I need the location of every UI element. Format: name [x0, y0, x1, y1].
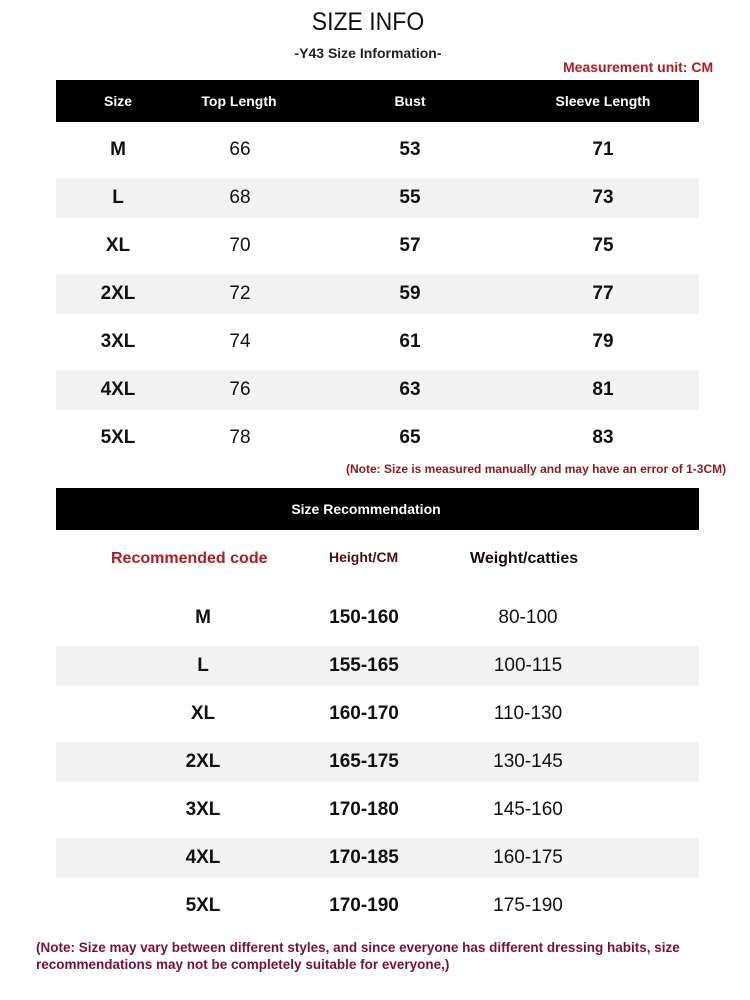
table-row	[56, 418, 699, 458]
table-row	[56, 790, 699, 830]
page-subtitle: -Y43 Size Information-	[294, 45, 442, 61]
table-row	[56, 694, 699, 734]
measurement-note: (Note: Size is measured manually and may have an error of 1-3CM)	[346, 462, 727, 476]
weight-cell: 160-175	[493, 847, 563, 868]
height-cell: 155-165	[329, 655, 399, 676]
height-cell: 170-180	[329, 799, 399, 820]
top-length-cell: 76	[229, 379, 251, 400]
bust-cell: 57	[399, 235, 421, 256]
weight-cell: 130-145	[493, 751, 563, 772]
code-cell: L	[197, 655, 209, 676]
table-row	[56, 322, 699, 362]
bust-cell: 53	[399, 139, 421, 160]
page-title: SIZE INFO	[311, 8, 425, 36]
bust-cell: 61	[399, 331, 421, 352]
height-cell: 150-160	[329, 607, 399, 628]
column-header-recommended-code: Recommended code	[111, 550, 268, 567]
height-cell: 170-190	[329, 895, 399, 916]
table-row	[56, 646, 699, 686]
sleeve-length-cell: 77	[592, 283, 614, 304]
column-header-weight: Weight/catties	[470, 550, 579, 567]
table-row	[56, 370, 699, 410]
code-cell: 5XL	[185, 895, 221, 916]
weight-cell: 145-160	[493, 799, 563, 820]
column-header-sleeve-length: Sleeve Length	[555, 93, 651, 109]
table-row	[56, 178, 699, 218]
height-cell: 160-170	[329, 703, 399, 724]
size-cell: 3XL	[100, 331, 136, 352]
top-length-cell: 70	[229, 235, 251, 256]
size-recommendation-banner	[56, 488, 699, 530]
bust-cell: 59	[399, 283, 421, 304]
table-row	[56, 274, 699, 314]
sleeve-length-cell: 81	[592, 379, 614, 400]
top-length-cell: 78	[229, 427, 251, 448]
column-header-top-length: Top Length	[201, 93, 277, 109]
sleeve-length-cell: 73	[592, 187, 614, 208]
code-cell: 4XL	[185, 847, 221, 868]
sleeve-length-cell: 71	[592, 139, 614, 160]
code-cell: M	[195, 607, 211, 628]
table-row	[56, 886, 699, 926]
bust-cell: 55	[399, 187, 421, 208]
bust-cell: 65	[399, 427, 421, 448]
top-length-cell: 68	[229, 187, 251, 208]
bust-cell: 63	[399, 379, 421, 400]
size-table-header	[56, 80, 699, 122]
size-cell: 2XL	[100, 283, 136, 304]
sleeve-length-cell: 75	[592, 235, 614, 256]
size-cell: L	[112, 187, 124, 208]
recommendation-note: (Note: Size may vary between different styles, and since everyone has different dressing habits, size recommendations may not be completely suitable for everyone,)	[36, 940, 680, 972]
weight-cell: 100-115	[493, 655, 563, 676]
column-header-height: Height/CM	[329, 549, 399, 565]
top-length-cell: 72	[229, 283, 251, 304]
size-cell: 4XL	[100, 379, 136, 400]
sleeve-length-cell: 83	[592, 427, 614, 448]
code-cell: XL	[190, 703, 216, 724]
sleeve-length-cell: 79	[592, 331, 614, 352]
table-row	[56, 226, 699, 266]
code-cell: 3XL	[185, 799, 221, 820]
weight-cell: 80-100	[498, 607, 558, 628]
size-cell: M	[110, 139, 126, 160]
weight-cell: 110-130	[493, 703, 563, 724]
height-cell: 165-175	[329, 751, 399, 772]
table-row	[56, 742, 699, 782]
table-row	[56, 598, 699, 638]
height-cell: 170-185	[329, 847, 399, 868]
weight-cell: 175-190	[493, 895, 563, 916]
size-cell: 5XL	[100, 427, 136, 448]
measurement-unit: Measurement unit: CM	[563, 59, 714, 75]
table-row	[56, 838, 699, 878]
column-header-bust: Bust	[394, 93, 426, 109]
top-length-cell: 66	[229, 139, 251, 160]
banner-label: Size Recommendation	[291, 501, 441, 517]
top-length-cell: 74	[229, 331, 251, 352]
size-cell: XL	[105, 235, 131, 256]
table-row	[56, 130, 699, 170]
column-header-size: Size	[103, 93, 133, 109]
code-cell: 2XL	[185, 751, 221, 772]
